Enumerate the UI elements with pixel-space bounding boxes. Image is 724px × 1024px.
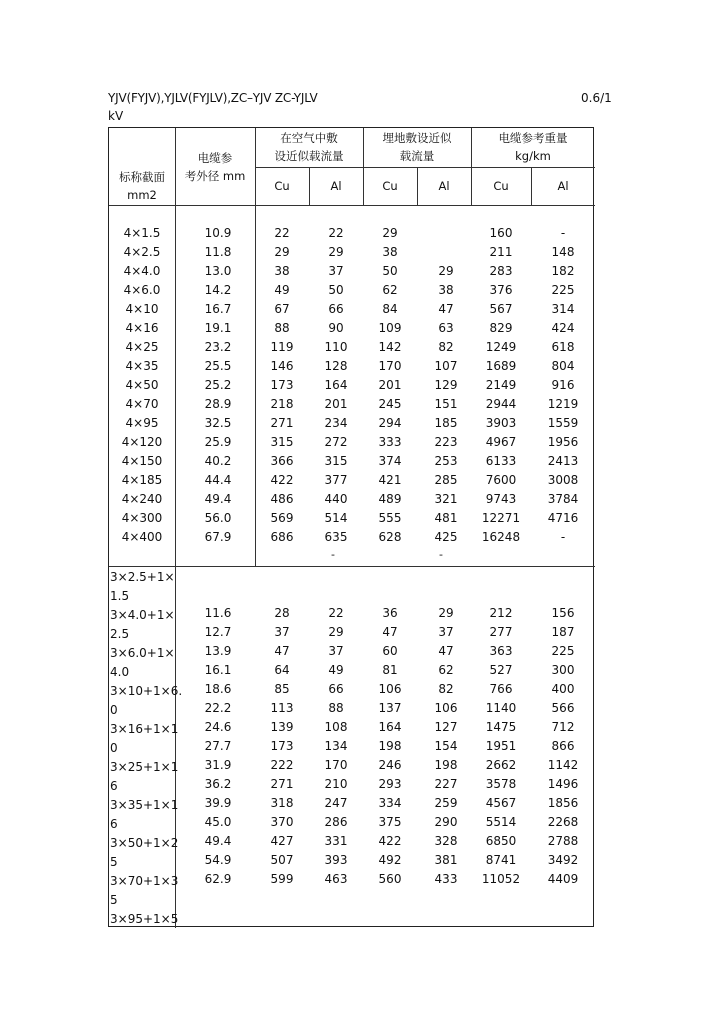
- cell-weight-al: 225: [551, 283, 575, 297]
- cell-diameter: 54.9: [204, 853, 232, 867]
- cell-air-al: 66: [328, 682, 344, 696]
- cell-diameter: 67.9: [204, 530, 232, 544]
- cell-diameter: 25.2: [204, 378, 232, 392]
- header-diameter-title: [175, 149, 255, 185]
- cell-air-al: 88: [328, 701, 344, 715]
- cell-air-cu: 47: [274, 644, 290, 658]
- cell-ground-cu: 62: [382, 283, 398, 297]
- cell-section: 4×120: [121, 435, 163, 449]
- cell-ground-al: 285: [434, 473, 458, 487]
- cell-ground-cu: 492: [378, 853, 402, 867]
- cell-section: 4×6.0: [123, 283, 161, 297]
- cell-ground-al: 127: [434, 720, 458, 734]
- cell-air-cu: 146: [270, 359, 294, 373]
- cell-weight-cu: 7600: [485, 473, 517, 487]
- continuation-dash: -: [439, 548, 443, 561]
- cell-ground-al: 198: [434, 758, 458, 772]
- header-section-line2: mm2: [127, 188, 157, 202]
- cell-section-fragment: 5: [110, 893, 118, 907]
- cell-air-cu: 271: [270, 777, 294, 791]
- header-diameter-line2: 考外径 mm: [184, 169, 246, 183]
- cell-air-cu: 85: [274, 682, 290, 696]
- cell-air-al: 463: [324, 872, 348, 886]
- cell-air-cu: 686: [270, 530, 294, 544]
- cell-ground-al: 129: [434, 378, 458, 392]
- cell-air-al: 210: [324, 777, 348, 791]
- cell-weight-cu: 16248: [481, 530, 521, 544]
- cell-air-al: 134: [324, 739, 348, 753]
- cell-weight-al: 3008: [547, 473, 579, 487]
- cell-ground-al: 253: [434, 454, 458, 468]
- cell-section: 4×35: [125, 359, 159, 373]
- cell-air-cu: 218: [270, 397, 294, 411]
- cell-section: 4×10: [125, 302, 159, 316]
- cell-diameter: 62.9: [204, 872, 232, 886]
- cell-section-fragment: 3×95+1×5: [110, 912, 179, 926]
- cell-ground-cu: 555: [378, 511, 402, 525]
- cell-air-cu: 366: [270, 454, 294, 468]
- cell-weight-al: 866: [551, 739, 575, 753]
- cell-air-al: 49: [328, 663, 344, 677]
- cell-weight-cu: 160: [489, 226, 513, 240]
- cell-diameter: 31.9: [204, 758, 232, 772]
- cell-weight-cu: 2149: [485, 378, 517, 392]
- cell-section: 4×400: [121, 530, 163, 544]
- cell-weight-cu: 3903: [485, 416, 517, 430]
- cell-section-fragment: 6: [110, 817, 118, 831]
- cell-section-fragment: 1.5: [110, 589, 130, 603]
- cell-air-cu: 67: [274, 302, 290, 316]
- header-ground-al: Al: [438, 179, 450, 193]
- cell-diameter: 28.9: [204, 397, 232, 411]
- cell-ground-cu: 246: [378, 758, 402, 772]
- cell-weight-cu: 1249: [485, 340, 517, 354]
- cell-weight-al: 4409: [547, 872, 579, 886]
- cell-air-cu: 318: [270, 796, 294, 810]
- voltage-unit: kV: [108, 109, 124, 123]
- cell-weight-cu: 1475: [485, 720, 517, 734]
- cell-diameter: 49.4: [204, 834, 232, 848]
- cell-air-cu: 569: [270, 511, 294, 525]
- header-ground-title: [363, 129, 471, 165]
- cell-section: 4×4.0: [123, 264, 161, 278]
- cell-weight-cu: 8741: [485, 853, 517, 867]
- cell-air-cu: 37: [274, 625, 290, 639]
- cell-ground-al: [417, 243, 475, 262]
- cell-weight-cu: 829: [489, 321, 513, 335]
- row-divider: [109, 566, 595, 567]
- cell-ground-cu: 84: [382, 302, 398, 316]
- cell-air-al: 170: [324, 758, 348, 772]
- cell-ground-al: 321: [434, 492, 458, 506]
- cell-weight-cu: 567: [489, 302, 513, 316]
- cell-weight-al: 1956: [547, 435, 579, 449]
- cell-air-cu: 222: [270, 758, 294, 772]
- cell-weight-al: -: [560, 530, 566, 544]
- cell-ground-al: 290: [434, 815, 458, 829]
- cell-ground-cu: 293: [378, 777, 402, 791]
- cell-diameter: 10.9: [204, 226, 232, 240]
- cell-air-cu: 119: [270, 340, 294, 354]
- cell-diameter: 25.5: [204, 359, 232, 373]
- cell-section: 4×50: [125, 378, 159, 392]
- cell-weight-cu: 6850: [485, 834, 517, 848]
- cell-section: 4×25: [125, 340, 159, 354]
- cell-air-al: 635: [324, 530, 348, 544]
- cell-diameter: 11.6: [204, 606, 232, 620]
- cell-section-fragment: 3×10+1×6.: [110, 684, 183, 698]
- cell-air-al: 315: [324, 454, 348, 468]
- cell-ground-al: 47: [438, 302, 454, 316]
- cell-air-al: 201: [324, 397, 348, 411]
- cell-diameter: 12.7: [204, 625, 232, 639]
- cell-air-cu: 38: [274, 264, 290, 278]
- cell-air-cu: 422: [270, 473, 294, 487]
- cell-air-al: 50: [328, 283, 344, 297]
- cell-air-al: 164: [324, 378, 348, 392]
- cell-ground-cu: 142: [378, 340, 402, 354]
- header-weight-al: Al: [557, 179, 569, 193]
- continuation-dash: -: [331, 548, 335, 561]
- cell-section-fragment: 2.5: [110, 627, 130, 641]
- cell-ground-cu: 36: [382, 606, 398, 620]
- header-ground-cu: Cu: [382, 179, 398, 193]
- cell-ground-cu: 489: [378, 492, 402, 506]
- cell-weight-cu: 1689: [485, 359, 517, 373]
- cell-ground-cu: 137: [378, 701, 402, 715]
- cell-section-fragment: 3×50+1×2: [110, 836, 179, 850]
- cell-section: 4×70: [125, 397, 159, 411]
- cell-diameter: 16.7: [204, 302, 232, 316]
- cell-ground-al: [417, 224, 475, 243]
- cell-air-cu: 427: [270, 834, 294, 848]
- cell-ground-cu: 374: [378, 454, 402, 468]
- cell-ground-al: 38: [438, 283, 454, 297]
- cell-air-cu: 49: [274, 283, 290, 297]
- header-section-line1: 标称截面: [119, 170, 165, 184]
- cell-weight-al: 424: [551, 321, 575, 335]
- cell-ground-al: 425: [434, 530, 458, 544]
- cell-air-cu: 28: [274, 606, 290, 620]
- cell-ground-cu: 294: [378, 416, 402, 430]
- cell-weight-cu: 2662: [485, 758, 517, 772]
- cell-section-fragment: 0: [110, 703, 118, 717]
- cell-weight-cu: 6133: [485, 454, 517, 468]
- cell-ground-al: 106: [434, 701, 458, 715]
- cell-section: 4×150: [121, 454, 163, 468]
- cell-ground-cu: 334: [378, 796, 402, 810]
- cell-section-fragment: 3×70+1×3: [110, 874, 179, 888]
- cell-section-fragment: 3×4.0+1×: [110, 608, 175, 622]
- cell-weight-cu: 2944: [485, 397, 517, 411]
- cell-weight-al: 225: [551, 644, 575, 658]
- cell-weight-cu: 1951: [485, 739, 517, 753]
- cell-diameter: 39.9: [204, 796, 232, 810]
- cell-ground-al: 481: [434, 511, 458, 525]
- cell-section-fragment: 3×16+1×1: [110, 722, 179, 736]
- cell-air-al: 110: [324, 340, 348, 354]
- cell-weight-cu: 4567: [485, 796, 517, 810]
- cell-weight-al: 148: [551, 245, 575, 259]
- cell-weight-al: 300: [551, 663, 575, 677]
- cell-diameter: 25.9: [204, 435, 232, 449]
- cell-air-cu: 271: [270, 416, 294, 430]
- cell-weight-cu: 363: [489, 644, 513, 658]
- cell-diameter: 22.2: [204, 701, 232, 715]
- header-air-cu: Cu: [274, 179, 290, 193]
- cell-air-cu: 370: [270, 815, 294, 829]
- cell-weight-al: 1559: [547, 416, 579, 430]
- cell-ground-cu: 106: [378, 682, 402, 696]
- header-air-line2: 设近似载流量: [274, 149, 344, 163]
- cell-weight-al: 182: [551, 264, 575, 278]
- cell-ground-cu: 81: [382, 663, 398, 677]
- header-air-line1: 在空气中敷: [280, 131, 338, 145]
- cell-weight-cu: 283: [489, 264, 513, 278]
- cell-air-al: 22: [328, 606, 344, 620]
- header-air-al: Al: [330, 179, 342, 193]
- cell-weight-cu: 211: [489, 245, 513, 259]
- header-ground-line1: 埋地敷设近似: [382, 131, 452, 145]
- cell-diameter: 27.7: [204, 739, 232, 753]
- cell-air-al: 29: [328, 625, 344, 639]
- cell-section-fragment: 4.0: [110, 665, 130, 679]
- cell-weight-al: 916: [551, 378, 575, 392]
- cell-ground-cu: 245: [378, 397, 402, 411]
- cell-weight-cu: 766: [489, 682, 513, 696]
- cell-weight-cu: 9743: [485, 492, 517, 506]
- header-air-title: [255, 129, 363, 165]
- cell-section: 4×300: [121, 511, 163, 525]
- cell-air-al: 90: [328, 321, 344, 335]
- cell-ground-cu: 198: [378, 739, 402, 753]
- cell-diameter: 11.8: [204, 245, 232, 259]
- header-section-title: [109, 168, 175, 204]
- cell-air-al: 108: [324, 720, 348, 734]
- cell-ground-al: 223: [434, 435, 458, 449]
- row-divider: [109, 205, 595, 206]
- cell-air-cu: 113: [270, 701, 294, 715]
- cell-diameter: 18.6: [204, 682, 232, 696]
- cell-diameter: 24.6: [204, 720, 232, 734]
- cell-diameter: 45.0: [204, 815, 232, 829]
- cell-air-al: 234: [324, 416, 348, 430]
- cell-ground-cu: 50: [382, 264, 398, 278]
- cell-weight-al: 2268: [547, 815, 579, 829]
- cell-ground-cu: 560: [378, 872, 402, 886]
- cell-air-al: 22: [328, 226, 344, 240]
- cell-ground-al: 82: [438, 340, 454, 354]
- cell-ground-al: 151: [434, 397, 458, 411]
- cell-diameter: 19.1: [204, 321, 232, 335]
- cell-section: 4×2.5: [123, 245, 161, 259]
- cell-ground-cu: 38: [382, 245, 398, 259]
- header-weight-line1: 电缆参考重量: [498, 131, 568, 145]
- cell-weight-al: 156: [551, 606, 575, 620]
- cell-air-al: 514: [324, 511, 348, 525]
- cell-ground-al: 47: [438, 644, 454, 658]
- cell-ground-al: 154: [434, 739, 458, 753]
- cell-ground-al: 328: [434, 834, 458, 848]
- header-weight-cu: Cu: [493, 179, 509, 193]
- cell-air-al: 440: [324, 492, 348, 506]
- header-weight-title: [471, 129, 595, 165]
- cell-weight-al: 2413: [547, 454, 579, 468]
- cell-diameter: 14.2: [204, 283, 232, 297]
- cell-ground-cu: 375: [378, 815, 402, 829]
- cell-weight-al: 314: [551, 302, 575, 316]
- cell-ground-al: 82: [438, 682, 454, 696]
- cell-ground-cu: 201: [378, 378, 402, 392]
- cell-ground-al: 63: [438, 321, 454, 335]
- cell-weight-cu: 1140: [485, 701, 517, 715]
- cell-weight-al: 1856: [547, 796, 579, 810]
- cell-ground-cu: 333: [378, 435, 402, 449]
- cell-air-al: 66: [328, 302, 344, 316]
- header-weight-line2: kg/km: [515, 149, 551, 163]
- cell-air-al: 247: [324, 796, 348, 810]
- cell-ground-cu: 421: [378, 473, 402, 487]
- cell-weight-al: 3784: [547, 492, 579, 506]
- cell-weight-al: 2788: [547, 834, 579, 848]
- cell-weight-cu: 4967: [485, 435, 517, 449]
- cell-section: 4×185: [121, 473, 163, 487]
- cell-air-al: 37: [328, 264, 344, 278]
- row-divider: [255, 167, 595, 168]
- cell-air-cu: 139: [270, 720, 294, 734]
- cell-ground-al: 433: [434, 872, 458, 886]
- cell-air-cu: 173: [270, 378, 294, 392]
- cell-air-al: 331: [324, 834, 348, 848]
- cell-air-cu: 64: [274, 663, 290, 677]
- cell-section-fragment: 5: [110, 855, 118, 869]
- cell-ground-al: 259: [434, 796, 458, 810]
- cell-ground-cu: 29: [382, 226, 398, 240]
- cell-diameter: 32.5: [204, 416, 232, 430]
- cell-section-fragment: 0: [110, 741, 118, 755]
- cell-air-cu: 173: [270, 739, 294, 753]
- cell-weight-al: 400: [551, 682, 575, 696]
- cell-diameter: 40.2: [204, 454, 232, 468]
- cell-ground-cu: 422: [378, 834, 402, 848]
- cell-air-al: 128: [324, 359, 348, 373]
- cell-diameter: 13.9: [204, 644, 232, 658]
- cell-weight-cu: 3578: [485, 777, 517, 791]
- cell-air-cu: 88: [274, 321, 290, 335]
- cell-diameter: 16.1: [204, 663, 232, 677]
- cell-weight-cu: 376: [489, 283, 513, 297]
- cell-ground-al: 381: [434, 853, 458, 867]
- cell-section-fragment: 3×25+1×1: [110, 760, 179, 774]
- cell-ground-al: 29: [438, 264, 454, 278]
- cell-ground-cu: 109: [378, 321, 402, 335]
- cell-section: 4×1.5: [123, 226, 161, 240]
- cell-section: 4×95: [125, 416, 159, 430]
- cell-weight-al: 566: [551, 701, 575, 715]
- cell-air-cu: 22: [274, 226, 290, 240]
- cell-weight-al: 3492: [547, 853, 579, 867]
- cell-section: 4×240: [121, 492, 163, 506]
- cell-weight-cu: 277: [489, 625, 513, 639]
- cell-ground-cu: 170: [378, 359, 402, 373]
- cell-air-al: 286: [324, 815, 348, 829]
- cell-weight-cu: 11052: [481, 872, 521, 886]
- cell-section-fragment: 6: [110, 779, 118, 793]
- cell-weight-cu: 212: [489, 606, 513, 620]
- cell-ground-cu: 164: [378, 720, 402, 734]
- cell-air-cu: 507: [270, 853, 294, 867]
- cell-weight-al: 712: [551, 720, 575, 734]
- cell-weight-al: 1142: [547, 758, 579, 772]
- cell-air-al: 29: [328, 245, 344, 259]
- cell-air-al: 37: [328, 644, 344, 658]
- cell-section-fragment: 3×35+1×1: [110, 798, 179, 812]
- cell-diameter: 44.4: [204, 473, 232, 487]
- cell-section-fragment: 3×2.5+1×: [110, 570, 175, 584]
- cell-air-cu: 486: [270, 492, 294, 506]
- cell-air-cu: 29: [274, 245, 290, 259]
- document-title: YJV(FYJV),YJLV(FYJLV),ZC–YJV ZC-YJLV: [108, 91, 318, 105]
- cell-ground-cu: 60: [382, 644, 398, 658]
- cell-weight-al: 618: [551, 340, 575, 354]
- cell-air-cu: 315: [270, 435, 294, 449]
- cell-weight-al: 1496: [547, 777, 579, 791]
- cell-weight-al: -: [560, 226, 566, 240]
- cell-section: 4×16: [125, 321, 159, 335]
- cell-diameter: 23.2: [204, 340, 232, 354]
- cell-ground-cu: 628: [378, 530, 402, 544]
- cell-weight-al: 187: [551, 625, 575, 639]
- header-ground-line2: 载流量: [399, 149, 435, 163]
- voltage-rating: 0.6/1: [581, 91, 612, 105]
- cell-weight-al: 1219: [547, 397, 579, 411]
- cell-diameter: 56.0: [204, 511, 232, 525]
- cell-weight-al: 804: [551, 359, 575, 373]
- cell-weight-cu: 5514: [485, 815, 517, 829]
- cell-ground-al: 29: [438, 606, 454, 620]
- header-diameter-line1: 电缆参: [197, 151, 233, 165]
- cell-ground-al: 62: [438, 663, 454, 677]
- cell-ground-al: 107: [434, 359, 458, 373]
- cell-ground-cu: 47: [382, 625, 398, 639]
- cell-weight-al: 4716: [547, 511, 579, 525]
- cell-air-al: 272: [324, 435, 348, 449]
- cell-diameter: 36.2: [204, 777, 232, 791]
- cell-air-al: 377: [324, 473, 348, 487]
- cell-ground-al: 185: [434, 416, 458, 430]
- cell-ground-al: 227: [434, 777, 458, 791]
- cell-section-fragment: 3×6.0+1×: [110, 646, 175, 660]
- cell-weight-cu: 527: [489, 663, 513, 677]
- cable-spec-table: [108, 127, 594, 927]
- cell-weight-cu: 12271: [481, 511, 521, 525]
- cell-diameter: 13.0: [204, 264, 232, 278]
- cell-air-al: 393: [324, 853, 348, 867]
- cell-air-cu: 599: [270, 872, 294, 886]
- cell-diameter: 49.4: [204, 492, 232, 506]
- cell-ground-al: 37: [438, 625, 454, 639]
